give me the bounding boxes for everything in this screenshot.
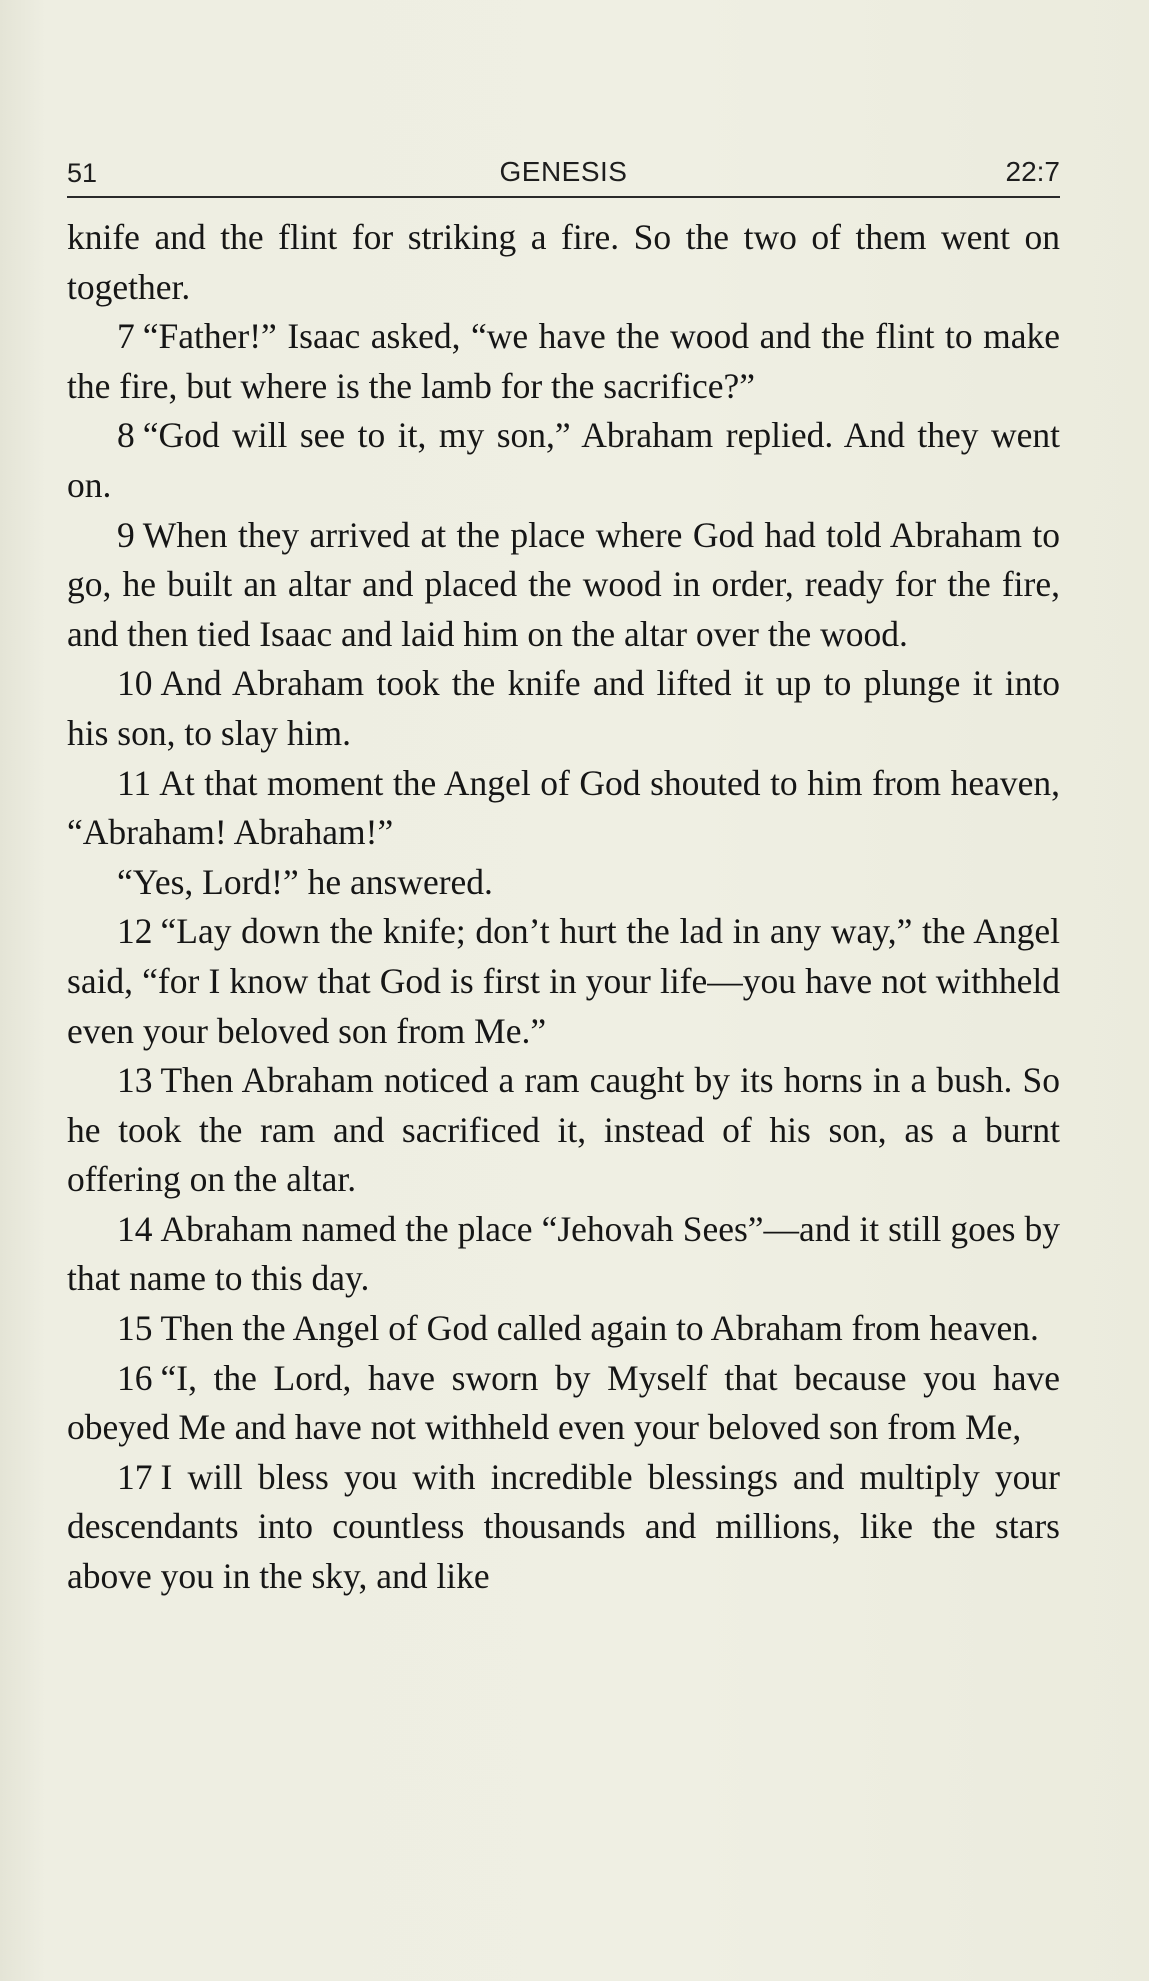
verse-text: “I, the Lord, have sworn by Myself that because you have obeyed Me and have not withheld even your beloved son from Me, <box>67 1357 1060 1448</box>
paragraph <box>67 1056 1060 1205</box>
verse-number: 14 <box>117 1208 153 1249</box>
verse-text: knife and the flint for striking a fire. So the two of them went on together. <box>67 217 1060 307</box>
verse-number: 10 <box>117 663 153 704</box>
running-head <box>67 156 1060 198</box>
book-title: GENESIS <box>499 156 628 187</box>
paragraph <box>67 907 1060 1056</box>
paragraph <box>67 213 1060 312</box>
verse-text: “Father!” Isaac asked, “we have the wood and the flint to make the fire, but where is the lamb for the sacrifice?” <box>67 316 1060 406</box>
verse-text: Then Abraham noticed a ram caught by its horns in a bush. So he took the ram and sacrificed it, instead of his son, as a burnt offering on the altar. <box>67 1060 1060 1200</box>
verse-number: 16 <box>117 1357 153 1398</box>
verse-number: 8 <box>117 415 135 456</box>
paragraph <box>67 312 1060 411</box>
paragraph <box>67 1354 1060 1453</box>
verse-number: 7 <box>117 316 135 357</box>
verse-number: 15 <box>117 1308 153 1349</box>
verse-number: 17 <box>117 1456 153 1497</box>
verse-text: Abraham named the place “Jehovah Sees”—and it still goes by that name to this day. <box>67 1208 1060 1299</box>
paragraph <box>67 659 1060 758</box>
paragraph <box>67 1304 1060 1354</box>
scripture-text <box>67 213 1060 1602</box>
verse-text: And Abraham took the knife and lifted it up to plunge it into his son, to slay him. <box>67 663 1060 753</box>
verse-text: At that moment the Angel of God shouted to him from heaven, “Abraham! Abraham!” <box>67 762 1060 853</box>
verse-number: 9 <box>117 514 135 555</box>
chapter-verse-reference: 22:7 <box>1005 156 1060 187</box>
page-number: 51 <box>67 158 98 188</box>
verse-text: Then the Angel of God called again to Abraham from heaven. <box>160 1308 1039 1349</box>
paragraph <box>67 1453 1060 1602</box>
verse-text: “Lay down the knife; don’t hurt the lad in any way,” the Angel said, “for I know that God is first in your life—you have not withheld even your beloved son from Me.” <box>67 911 1060 1051</box>
paragraph <box>67 759 1060 858</box>
verse-text: I will bless you with incredible blessings and multiply your descendants into countless thousands and millions, like the stars above you in the sky, and like <box>67 1456 1060 1597</box>
verse-number: 11 <box>117 762 152 803</box>
paragraph <box>67 858 1060 908</box>
paragraph <box>67 1205 1060 1304</box>
verse-number: 12 <box>117 911 153 952</box>
paragraph <box>67 411 1060 510</box>
paragraph <box>67 511 1060 660</box>
verse-text: “God will see to it, my son,” Abraham replied. And they went on. <box>67 415 1060 505</box>
verse-number: 13 <box>117 1060 153 1101</box>
verse-text: “Yes, Lord!” he answered. <box>117 861 493 902</box>
verse-text: When they arrived at the place where God had told Abraham to go, he built an altar and placed the wood in order, ready for the fire, and then tied Isaac and laid him on the altar over the wood. <box>67 514 1060 654</box>
